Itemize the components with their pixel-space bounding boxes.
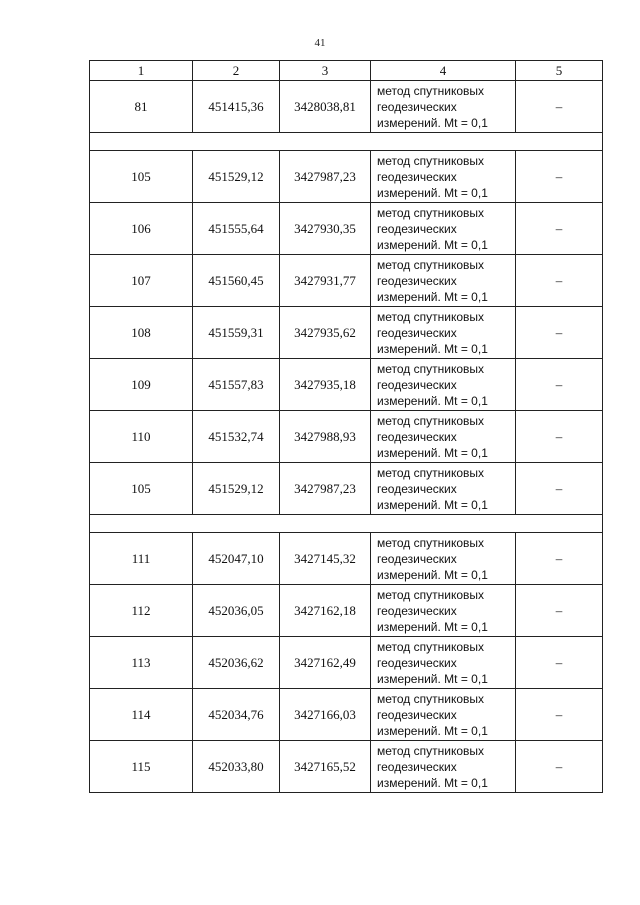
separator-cell xyxy=(90,133,603,151)
y-coordinate-cell: 3428038,81 xyxy=(280,81,371,133)
coordinates-table xyxy=(89,60,603,793)
method-text-line: геодезических xyxy=(377,603,457,618)
x-coordinate-cell: 452034,76 xyxy=(193,689,280,741)
method-text-line: метод спутниковых xyxy=(377,587,485,602)
method-text-line: метод спутниковых xyxy=(377,361,485,376)
note-cell: – xyxy=(516,255,603,307)
y-coordinate-cell: 3427987,23 xyxy=(280,463,371,515)
table-row xyxy=(90,203,603,255)
table-row xyxy=(90,81,603,133)
point-cell: 113 xyxy=(90,637,193,689)
method-cell xyxy=(371,463,516,515)
method-text-line: метод спутниковых xyxy=(377,83,485,98)
table-row xyxy=(90,533,603,585)
x-coordinate-cell: 452047,10 xyxy=(193,533,280,585)
x-coordinate-cell: 452036,05 xyxy=(193,585,280,637)
table-row xyxy=(90,463,603,515)
point-cell: 114 xyxy=(90,689,193,741)
method-text-line: метод спутниковых xyxy=(377,413,485,428)
method-text-line: геодезических xyxy=(377,221,457,236)
table-separator-row xyxy=(90,133,603,151)
header-cell-2: 2 xyxy=(193,61,280,81)
method-cell xyxy=(371,741,516,793)
y-coordinate-cell: 3427931,77 xyxy=(280,255,371,307)
point-cell: 107 xyxy=(90,255,193,307)
method-cell xyxy=(371,585,516,637)
y-coordinate-cell: 3427988,93 xyxy=(280,411,371,463)
method-text-line: измерений. Mt = 0,1 xyxy=(377,341,488,356)
method-text-line: геодезических xyxy=(377,169,457,184)
table-row xyxy=(90,255,603,307)
y-coordinate-cell: 3427935,18 xyxy=(280,359,371,411)
method-cell xyxy=(371,637,516,689)
note-cell: – xyxy=(516,151,603,203)
method-text-line: метод спутниковых xyxy=(377,257,485,272)
point-cell: 81 xyxy=(90,81,193,133)
method-text-line: измерений. Mt = 0,1 xyxy=(377,671,488,686)
method-text-line: геодезических xyxy=(377,429,457,444)
x-coordinate-cell: 451532,74 xyxy=(193,411,280,463)
note-cell: – xyxy=(516,741,603,793)
page-number: 41 xyxy=(314,37,326,49)
table-row xyxy=(90,151,603,203)
method-text-line: метод спутниковых xyxy=(377,743,485,758)
method-cell xyxy=(371,359,516,411)
table-row xyxy=(90,689,603,741)
x-coordinate-cell: 451555,64 xyxy=(193,203,280,255)
note-cell: – xyxy=(516,689,603,741)
method-cell xyxy=(371,689,516,741)
point-cell: 106 xyxy=(90,203,193,255)
x-coordinate-cell: 451529,12 xyxy=(193,463,280,515)
note-cell: – xyxy=(516,533,603,585)
method-cell xyxy=(371,81,516,133)
method-text-line: измерений. Mt = 0,1 xyxy=(377,393,488,408)
note-cell: – xyxy=(516,359,603,411)
point-cell: 105 xyxy=(90,463,193,515)
method-text-line: геодезических xyxy=(377,551,457,566)
note-cell: – xyxy=(516,203,603,255)
table-row xyxy=(90,741,603,793)
note-cell: – xyxy=(516,637,603,689)
method-text-line: измерений. Mt = 0,1 xyxy=(377,723,488,738)
method-text-line: измерений. Mt = 0,1 xyxy=(377,289,488,304)
method-text-line: геодезических xyxy=(377,481,457,496)
method-text-line: геодезических xyxy=(377,325,457,340)
y-coordinate-cell: 3427987,23 xyxy=(280,151,371,203)
method-text-line: измерений. Mt = 0,1 xyxy=(377,775,488,790)
point-cell: 110 xyxy=(90,411,193,463)
method-text-line: метод спутниковых xyxy=(377,309,485,324)
method-text-line: измерений. Mt = 0,1 xyxy=(377,445,488,460)
method-text-line: геодезических xyxy=(377,273,457,288)
header-cell-1: 1 xyxy=(90,61,193,81)
point-cell: 111 xyxy=(90,533,193,585)
header-cell-3: 3 xyxy=(280,61,371,81)
y-coordinate-cell: 3427145,32 xyxy=(280,533,371,585)
note-cell: – xyxy=(516,81,603,133)
table-row xyxy=(90,637,603,689)
y-coordinate-cell: 3427162,18 xyxy=(280,585,371,637)
header-cell-5: 5 xyxy=(516,61,603,81)
note-cell: – xyxy=(516,463,603,515)
note-cell: – xyxy=(516,307,603,359)
table-row xyxy=(90,307,603,359)
y-coordinate-cell: 3427166,03 xyxy=(280,689,371,741)
y-coordinate-cell: 3427930,35 xyxy=(280,203,371,255)
method-cell xyxy=(371,255,516,307)
method-cell xyxy=(371,151,516,203)
x-coordinate-cell: 452036,62 xyxy=(193,637,280,689)
method-text-line: метод спутниковых xyxy=(377,153,485,168)
table-row xyxy=(90,359,603,411)
table-header-row xyxy=(90,61,603,81)
note-cell: – xyxy=(516,585,603,637)
method-text-line: геодезических xyxy=(377,759,457,774)
x-coordinate-cell: 451529,12 xyxy=(193,151,280,203)
method-text-line: измерений. Mt = 0,1 xyxy=(377,115,488,130)
y-coordinate-cell: 3427165,52 xyxy=(280,741,371,793)
method-cell xyxy=(371,533,516,585)
method-cell xyxy=(371,411,516,463)
method-text-line: измерений. Mt = 0,1 xyxy=(377,619,488,634)
x-coordinate-cell: 451559,31 xyxy=(193,307,280,359)
method-text-line: измерений. Mt = 0,1 xyxy=(377,497,488,512)
separator-cell xyxy=(90,515,603,533)
table-separator-row xyxy=(90,515,603,533)
x-coordinate-cell: 451415,36 xyxy=(193,81,280,133)
method-text-line: измерений. Mt = 0,1 xyxy=(377,185,488,200)
point-cell: 112 xyxy=(90,585,193,637)
method-text-line: метод спутниковых xyxy=(377,691,485,706)
point-cell: 105 xyxy=(90,151,193,203)
note-cell: – xyxy=(516,411,603,463)
table-row xyxy=(90,411,603,463)
method-text-line: геодезических xyxy=(377,707,457,722)
point-cell: 109 xyxy=(90,359,193,411)
method-text-line: метод спутниковых xyxy=(377,465,485,480)
x-coordinate-cell: 451557,83 xyxy=(193,359,280,411)
method-text-line: измерений. Mt = 0,1 xyxy=(377,567,488,582)
point-cell: 115 xyxy=(90,741,193,793)
table-row xyxy=(90,585,603,637)
method-text-line: геодезических xyxy=(377,99,457,114)
y-coordinate-cell: 3427935,62 xyxy=(280,307,371,359)
method-text-line: измерений. Mt = 0,1 xyxy=(377,237,488,252)
x-coordinate-cell: 452033,80 xyxy=(193,741,280,793)
point-cell: 108 xyxy=(90,307,193,359)
method-text-line: метод спутниковых xyxy=(377,639,485,654)
header-cell-4: 4 xyxy=(371,61,516,81)
method-text-line: метод спутниковых xyxy=(377,205,485,220)
y-coordinate-cell: 3427162,49 xyxy=(280,637,371,689)
method-cell xyxy=(371,203,516,255)
coordinates-table-body xyxy=(90,61,603,793)
method-text-line: геодезических xyxy=(377,377,457,392)
method-text-line: метод спутниковых xyxy=(377,535,485,550)
method-cell xyxy=(371,307,516,359)
method-text-line: геодезических xyxy=(377,655,457,670)
x-coordinate-cell: 451560,45 xyxy=(193,255,280,307)
